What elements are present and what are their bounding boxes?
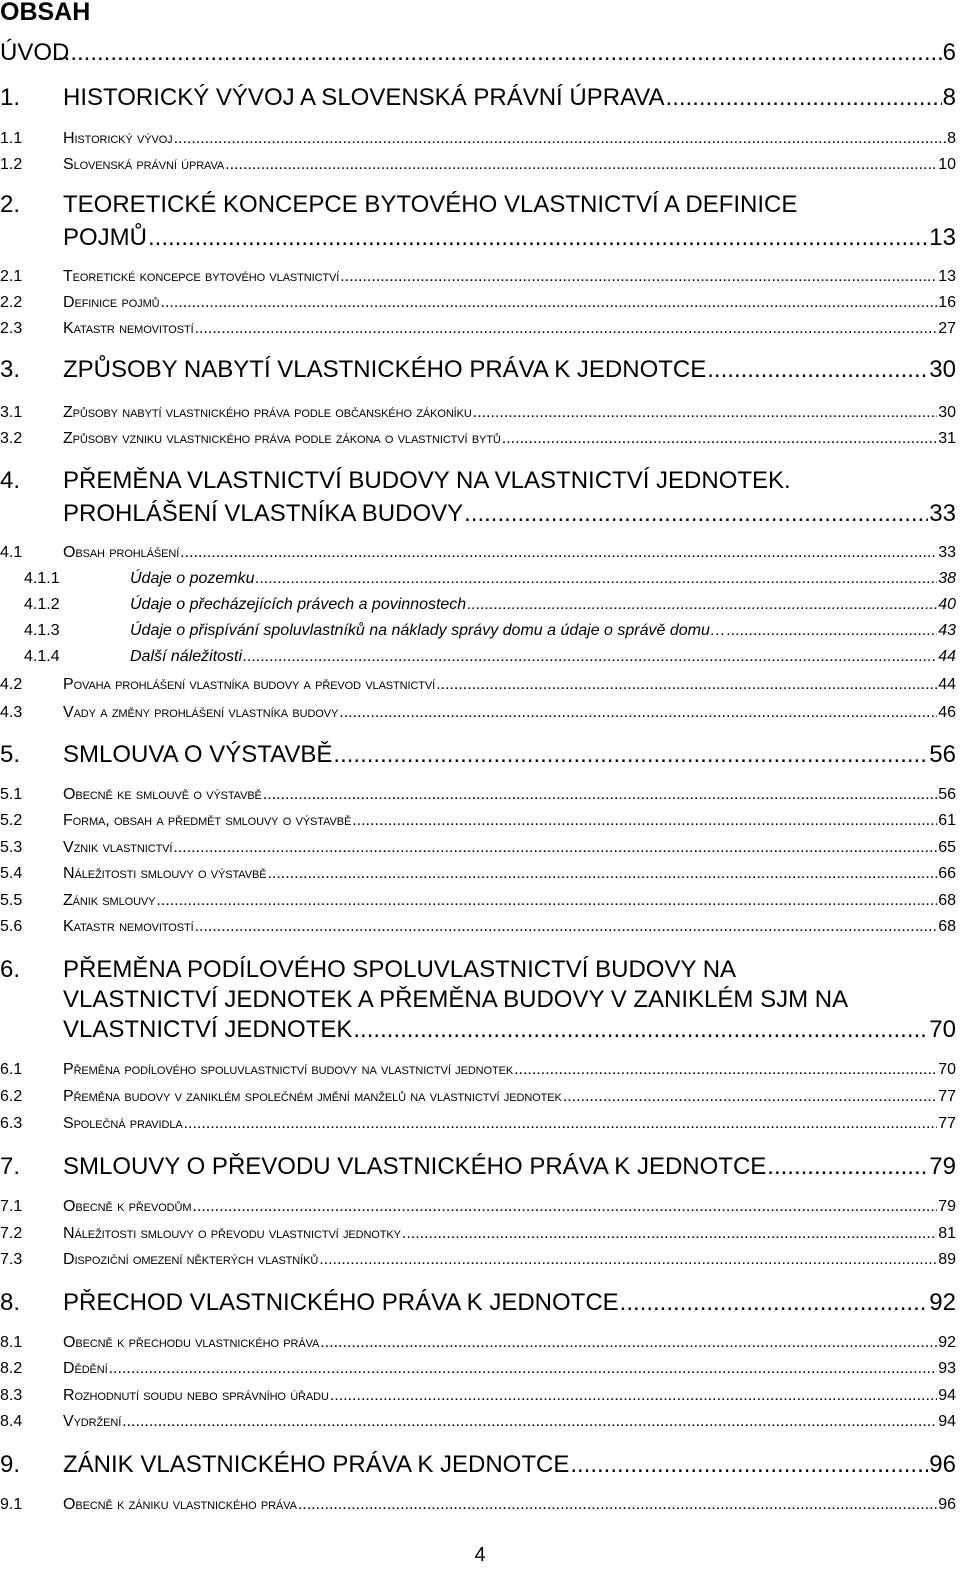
toc-page-number: 93 bbox=[938, 1360, 956, 1377]
toc-page-number: 43 bbox=[938, 622, 956, 639]
toc-entry-number: 5.3 bbox=[0, 839, 23, 856]
toc-entry-number: 9.1 bbox=[0, 1496, 23, 1513]
toc-leader-dots bbox=[727, 618, 937, 644]
toc-leader-dots bbox=[353, 1015, 928, 1044]
toc-entry-number: 9. bbox=[0, 1451, 21, 1478]
toc-leader-dots bbox=[767, 1152, 928, 1181]
toc-leader-dots bbox=[180, 540, 937, 566]
toc-leader-dots bbox=[320, 1330, 937, 1356]
toc-entry-title: Obecně k převodům bbox=[63, 1198, 192, 1215]
toc-entry-title: Další náležitosti bbox=[130, 648, 243, 665]
toc-entry-title: Obsah prohlášení bbox=[63, 544, 180, 561]
toc-page-number: 33 bbox=[929, 500, 956, 527]
toc-entry-title: Slovenská právní úprava bbox=[63, 156, 225, 173]
toc-entry-number: 8.1 bbox=[0, 1334, 23, 1351]
toc-leader-dots bbox=[109, 1356, 938, 1382]
toc-page-number: 94 bbox=[938, 1387, 956, 1404]
toc-page-number: 68 bbox=[938, 918, 956, 935]
toc-entry-number: 5.5 bbox=[0, 892, 23, 909]
toc-entry-title: ZPŮSOBY NABYTÍ VLASTNICKÉHO PRÁVA K JEDNOTCE bbox=[63, 356, 707, 383]
toc-entry-title: SMLOUVY O PŘEVODU VLASTNICKÉHO PRÁVA K JEDNOTCE bbox=[63, 1153, 767, 1180]
toc-entry-number: 4.1.4 bbox=[24, 648, 60, 665]
toc-entry-title: Dispoziční omezení některých vlastníků bbox=[63, 1251, 319, 1268]
toc-leader-dots bbox=[330, 1383, 937, 1409]
toc-entry-title: VLASTNICTVÍ JEDNOTEK bbox=[63, 1016, 353, 1043]
toc-page-number: 65 bbox=[938, 839, 956, 856]
toc-entry-number: 5.2 bbox=[0, 812, 23, 829]
toc-page-number: 61 bbox=[938, 812, 956, 829]
toc-entry-number: 4.2 bbox=[0, 676, 23, 693]
toc-entry-number: 8.4 bbox=[0, 1413, 23, 1430]
toc-entry-number: 3.2 bbox=[0, 430, 23, 447]
toc-entry-title: Vznik vlastnictví bbox=[63, 839, 173, 856]
toc-entry-number: 7. bbox=[0, 1153, 21, 1180]
toc-leader-dots bbox=[319, 1247, 937, 1273]
page-title: OBSAH bbox=[0, 0, 91, 26]
toc-entry-number: 7.2 bbox=[0, 1225, 23, 1242]
toc-page-number: 96 bbox=[929, 1451, 956, 1478]
toc-entry-title: Zánik smlouvy bbox=[63, 892, 156, 909]
toc-entry-number: 5. bbox=[0, 741, 21, 768]
toc-leader-dots bbox=[195, 316, 938, 342]
toc-leader-dots bbox=[464, 499, 928, 528]
toc-page-number: 79 bbox=[929, 1153, 956, 1180]
toc-leader-dots bbox=[436, 672, 937, 698]
toc-entry-number: 4.1.2 bbox=[24, 596, 60, 613]
toc-entry-title: SMLOUVA O VÝSTAVBĚ bbox=[63, 741, 333, 768]
toc-leader-dots bbox=[473, 400, 937, 426]
toc-page-number: 92 bbox=[929, 1289, 956, 1316]
toc-leader-dots bbox=[225, 152, 937, 178]
toc-page-number: 94 bbox=[938, 1413, 956, 1430]
toc-leader-dots bbox=[333, 740, 928, 769]
toc-page-number: 30 bbox=[938, 404, 956, 421]
toc-entry-number: ÚVOD bbox=[0, 39, 70, 66]
toc-entry-number: 2.2 bbox=[0, 294, 23, 311]
toc-page-number: 30 bbox=[929, 356, 956, 383]
toc-entry-title: Forma, obsah a předmět smlouvy o výstavbě bbox=[63, 812, 352, 829]
toc-entry-number: 8. bbox=[0, 1289, 21, 1316]
toc-leader-dots bbox=[666, 83, 942, 112]
toc-entry-title: Historický vývoj bbox=[63, 130, 173, 147]
toc-entry-title: Teoretické koncepce bytového vlastnictví bbox=[63, 268, 340, 285]
toc-page-number: 44 bbox=[938, 676, 956, 693]
toc-entry-number: 6.2 bbox=[0, 1088, 23, 1105]
toc-entry-title: PROHLÁŠENÍ VLASTNÍKA BUDOVY bbox=[63, 500, 464, 527]
toc-entry-title: Katastr nemovitostí bbox=[63, 918, 194, 935]
toc-page-number: 27 bbox=[938, 320, 956, 337]
toc-leader-dots bbox=[57, 38, 942, 67]
toc-entry-number: 1.2 bbox=[0, 156, 23, 173]
toc-entry-title: Obecně ke smlouvě o výstavbě bbox=[63, 786, 262, 803]
toc-entry-title: Obecně k zániku vlastnického práva bbox=[63, 1496, 297, 1513]
toc-leader-dots bbox=[563, 1084, 937, 1110]
toc-entry-number: 3.1 bbox=[0, 404, 23, 421]
toc-entry-number: 2. bbox=[0, 191, 21, 218]
toc-entry-title: TEORETICKÉ KONCEPCE BYTOVÉHO VLASTNICTVÍ A DEFINICE bbox=[63, 191, 798, 218]
toc-entry-title: Obecně k přechodu vlastnického práva bbox=[63, 1334, 320, 1351]
toc-page-number: 68 bbox=[938, 892, 956, 909]
toc-leader-dots bbox=[267, 861, 937, 887]
toc-entry-title: Vady a změny prohlášení vlastníka budovy bbox=[63, 704, 339, 721]
toc-entry-number: 7.1 bbox=[0, 1198, 23, 1215]
toc-page-number: 79 bbox=[938, 1198, 956, 1215]
toc-entry-title: VLASTNICTVÍ JEDNOTEK A PŘEMĚNA BUDOVY V ZANIKLÉM SJM NA bbox=[63, 986, 849, 1013]
toc-leader-dots bbox=[514, 1057, 937, 1083]
toc-page-number: 46 bbox=[938, 704, 956, 721]
toc-entry-title: PŘECHOD VLASTNICKÉHO PRÁVA K JEDNOTCE bbox=[63, 1289, 619, 1316]
toc-leader-dots bbox=[263, 782, 937, 808]
toc-entry-number: 4.3 bbox=[0, 704, 23, 721]
toc-page-number: 8 bbox=[947, 130, 956, 147]
toc-entry-title: Údaje o pozemku bbox=[130, 570, 255, 587]
toc-leader-dots bbox=[620, 1288, 929, 1317]
toc-entry-number: 8.3 bbox=[0, 1387, 23, 1404]
toc-entry-title: Definice pojmů bbox=[63, 294, 160, 311]
toc-page-number: 77 bbox=[938, 1088, 956, 1105]
toc-page-number: 81 bbox=[938, 1225, 956, 1242]
toc-leader-dots bbox=[122, 1409, 937, 1435]
toc-entry-number: 2.3 bbox=[0, 320, 23, 337]
toc-entry-number: 1. bbox=[0, 84, 21, 111]
toc-entry-title: Přeměna podílového spoluvlastnictví budovy na vlastnictví jednotek bbox=[63, 1061, 514, 1078]
toc-page-number: 70 bbox=[929, 1016, 956, 1043]
toc-leader-dots bbox=[161, 290, 938, 316]
toc-leader-dots bbox=[339, 700, 937, 726]
toc-entry-title: PŘEMĚNA VLASTNICTVÍ BUDOVY NA VLASTNICTVÍ JEDNOTEK. bbox=[63, 467, 791, 494]
toc-entry-title: POJMŮ bbox=[63, 224, 147, 251]
toc-page-number: 56 bbox=[938, 786, 956, 803]
toc-entry-number: 6.1 bbox=[0, 1061, 23, 1078]
toc-entry-number: 3. bbox=[0, 356, 21, 383]
toc-leader-dots bbox=[156, 888, 937, 914]
toc-leader-dots bbox=[570, 1450, 928, 1479]
toc-entry-title: Vydržení bbox=[63, 1413, 122, 1430]
toc-leader-dots bbox=[298, 1492, 937, 1518]
toc-leader-dots bbox=[192, 1194, 937, 1220]
toc-entry-title: ZÁNIK VLASTNICKÉHO PRÁVA K JEDNOTCE bbox=[63, 1451, 570, 1478]
toc-entry-number: 2.1 bbox=[0, 268, 23, 285]
toc-page-number: 6 bbox=[942, 39, 956, 66]
toc-entry-title: Náležitosti smlouvy o převodu vlastnictví jednotky bbox=[63, 1225, 401, 1242]
toc-page-number: 77 bbox=[938, 1115, 956, 1132]
toc-entry-title: Rozhodnutí soudu nebo správního úřadu bbox=[63, 1387, 329, 1404]
toc-leader-dots bbox=[184, 1111, 938, 1137]
toc-page-number: 38 bbox=[938, 570, 956, 587]
toc-leader-dots bbox=[707, 355, 928, 384]
toc-leader-dots bbox=[340, 264, 937, 290]
toc-page-number: 10 bbox=[938, 156, 956, 173]
toc-page-number: 89 bbox=[938, 1251, 956, 1268]
page-number: 4 bbox=[474, 1544, 486, 1566]
toc-page-number: 33 bbox=[938, 544, 956, 561]
toc-entry-title: Údaje o přispívání spoluvlastníků na náklady správy domu a údaje o správě domu… bbox=[130, 622, 726, 639]
toc-leader-dots bbox=[173, 835, 937, 861]
toc-entry-title: Povaha prohlášení vlastníka budovy a převod vlastnictví bbox=[63, 676, 436, 693]
toc-page-number: 8 bbox=[942, 84, 956, 111]
toc-page-number: 96 bbox=[938, 1496, 956, 1513]
toc-page-number: 31 bbox=[938, 430, 956, 447]
toc-entry-number: 7.3 bbox=[0, 1251, 23, 1268]
toc-entry-title: Společná pravidla bbox=[63, 1115, 183, 1132]
toc-entry-number: 5.1 bbox=[0, 786, 23, 803]
toc-leader-dots bbox=[256, 566, 938, 592]
toc-page-number: 70 bbox=[938, 1061, 956, 1078]
toc-entry-number: 5.4 bbox=[0, 865, 23, 882]
toc-leader-dots bbox=[352, 808, 937, 834]
toc-entry-number: 6. bbox=[0, 956, 21, 983]
toc-entry-number: 4.1.3 bbox=[24, 622, 60, 639]
toc-entry-title: Údaje o přecházejících právech a povinnostech bbox=[130, 596, 467, 613]
toc-entry-title: Přeměna budovy v zaniklém společném jmění manželů na vlastnictví jednotek bbox=[63, 1088, 562, 1105]
toc-entry-number: 8.2 bbox=[0, 1360, 23, 1377]
toc-entry-number: 4. bbox=[0, 467, 21, 494]
toc-leader-dots bbox=[243, 644, 937, 670]
toc-leader-dots bbox=[467, 592, 937, 618]
toc-page-number: 40 bbox=[938, 596, 956, 613]
toc-entry-title: Náležitosti smlouvy o výstavbě bbox=[63, 865, 267, 882]
toc-entry-title: Dědění bbox=[63, 1360, 108, 1377]
toc-page-number: 13 bbox=[938, 268, 956, 285]
toc-page-number: 44 bbox=[938, 648, 956, 665]
toc-entry-title: HISTORICKÝ VÝVOJ A SLOVENSKÁ PRÁVNÍ ÚPRAVA bbox=[63, 84, 665, 111]
toc-page-number: 92 bbox=[938, 1334, 956, 1351]
toc-entry-number: 4.1.1 bbox=[24, 570, 60, 587]
toc-entry-title: PŘEMĚNA PODÍLOVÉHO SPOLUVLASTNICTVÍ BUDOVY NA bbox=[63, 956, 737, 983]
toc-page-number: 13 bbox=[929, 224, 956, 251]
toc-page-number: 66 bbox=[938, 865, 956, 882]
toc-entry-number: 5.6 bbox=[0, 918, 23, 935]
toc-leader-dots bbox=[402, 1221, 937, 1247]
toc-entry-number: 6.3 bbox=[0, 1115, 23, 1132]
toc-entry-number: 4.1 bbox=[0, 544, 23, 561]
toc-leader-dots bbox=[502, 426, 937, 452]
toc-leader-dots bbox=[174, 126, 947, 152]
toc-entry-number: 1.1 bbox=[0, 130, 23, 147]
toc-entry-title: Způsoby nabytí vlastnického práva podle občanského zákoníku bbox=[63, 404, 472, 421]
toc-page-number: 16 bbox=[938, 294, 956, 311]
toc-leader-dots bbox=[148, 223, 928, 252]
toc-entry-title: Katastr nemovitostí bbox=[63, 320, 194, 337]
toc-page-number: 56 bbox=[929, 741, 956, 768]
toc-leader-dots bbox=[195, 914, 938, 940]
toc-entry-title: Způsoby vzniku vlastnického práva podle zákona o vlastnictví bytů bbox=[63, 430, 501, 447]
